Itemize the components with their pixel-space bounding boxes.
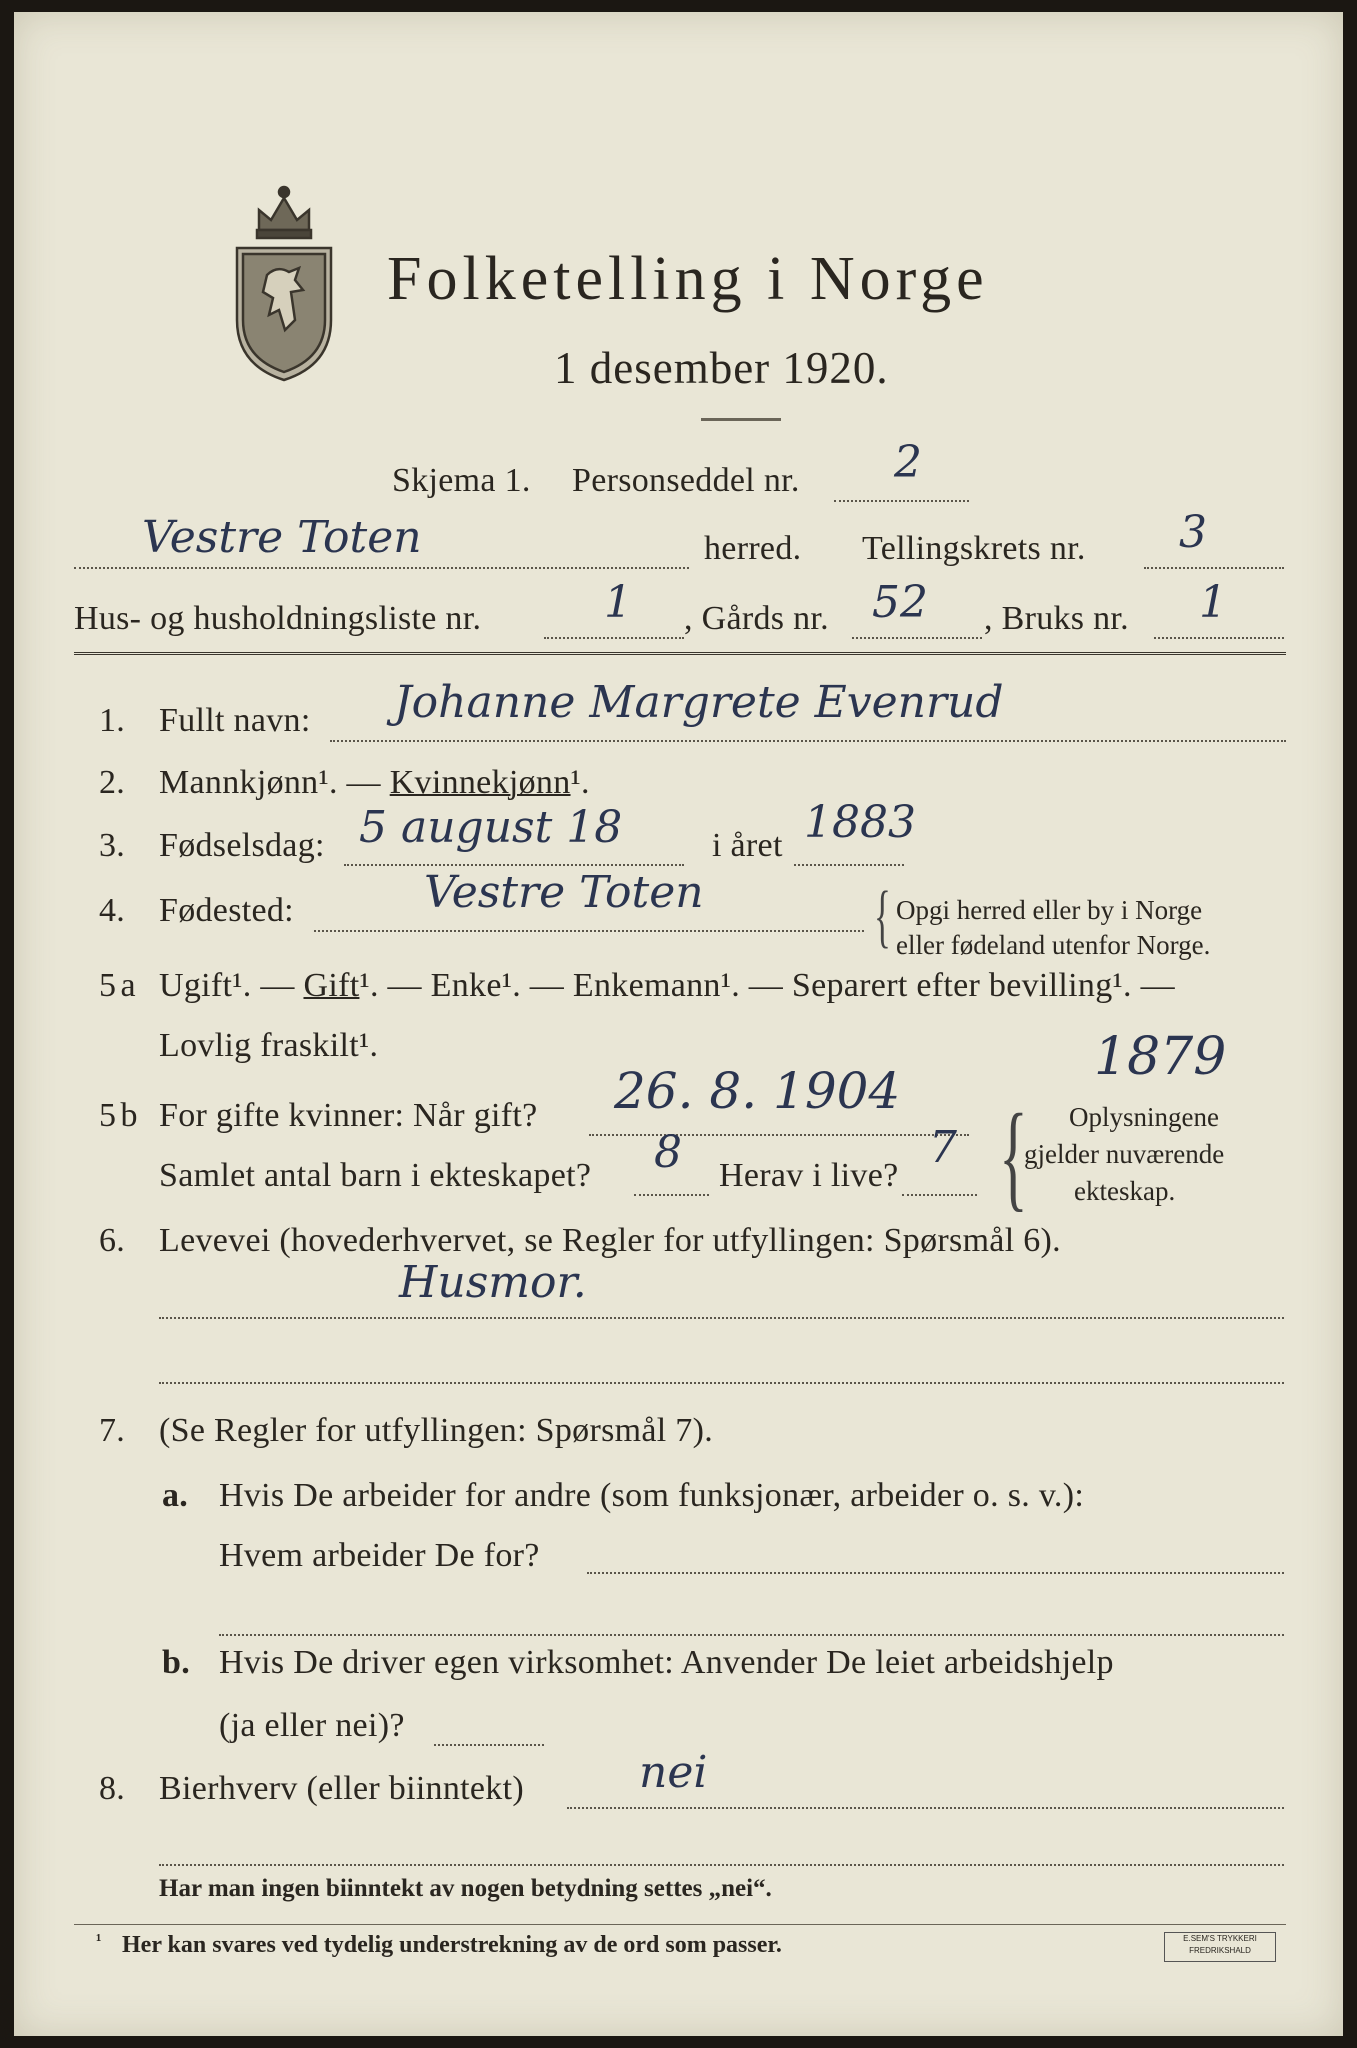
norwegian-coat-of-arms-icon: [229, 180, 339, 385]
skjema-label: Skjema 1.: [392, 462, 531, 499]
bruks-value[interactable]: 1: [1199, 577, 1227, 628]
form-title: Folketelling i Norge: [387, 245, 989, 313]
q3-year-value[interactable]: 1883: [804, 797, 916, 848]
q6-number: 6.: [99, 1222, 126, 1259]
personseddel-value[interactable]: 2: [894, 437, 922, 488]
q5b-brace: {: [999, 1089, 1028, 1222]
q5b-note-1: Oplysningene: [1069, 1102, 1219, 1132]
tellingskrets-line: [1144, 567, 1284, 569]
q1-label: Fullt navn:: [159, 702, 311, 739]
q5b-note-3: ekteskap.: [1074, 1176, 1176, 1206]
q5b-note-2: gjelder nuværende: [1024, 1139, 1225, 1169]
q5a-line2[interactable]: Lovlig fraskilt¹.: [159, 1027, 379, 1064]
printer-stamp: [1164, 1932, 1276, 1962]
q4-label: Fødested:: [159, 892, 294, 929]
husliste-line: [544, 637, 684, 639]
personseddel-label: Personseddel nr.: [572, 462, 800, 499]
q1-number: 1.: [99, 702, 126, 739]
q5b-children-value[interactable]: 8: [654, 1127, 682, 1178]
q4-number: 4.: [99, 892, 126, 929]
q5b-children-line: [634, 1194, 709, 1196]
q5b-line: [589, 1134, 969, 1136]
q7a-number: a.: [162, 1477, 189, 1514]
q6-line-2: [159, 1382, 1284, 1384]
q4-line: [314, 930, 864, 932]
q7a-line-2: [219, 1634, 1284, 1636]
q6-label: Levevei (hovederhvervet, se Regler for utfyllingen: Spørsmål 6).: [159, 1222, 1061, 1259]
q5b-alive-line: [902, 1194, 977, 1196]
q7a-label-1: Hvis De arbeider for andre (som funksjonær, arbeider o. s. v.):: [219, 1477, 1085, 1514]
header-rule: [74, 652, 1286, 655]
tellingskrets-label: Tellingskrets nr.: [862, 530, 1086, 567]
q8-line: [567, 1807, 1284, 1809]
q5a-option-rest[interactable]: ¹. — Enke¹. — Enkemann¹. — Separert efter bevilling¹. —: [359, 967, 1175, 1004]
q3-year-label: i året: [712, 827, 783, 864]
q5b-alive-value[interactable]: 7: [929, 1122, 957, 1173]
q3-year-line: [794, 864, 904, 866]
q7b-label-2: (ja eller nei)?: [219, 1707, 405, 1744]
bruks-line: [1154, 637, 1284, 639]
footnote-text: Her kan svares ved tydelig understrekning av de ord som passer.: [122, 1932, 782, 1958]
gards-line: [852, 637, 982, 639]
title-divider: [701, 418, 781, 421]
herred-value[interactable]: Vestre Toten: [142, 512, 422, 563]
q2-footnote-mark: ¹.: [570, 764, 590, 801]
q7b-number: b.: [162, 1644, 191, 1681]
q7a-line-1: [587, 1572, 1284, 1574]
q3-line: [344, 864, 684, 866]
personseddel-line: [834, 500, 969, 502]
husliste-value[interactable]: 1: [604, 577, 632, 628]
bleed-through: [534, 124, 542, 158]
gards-value[interactable]: 52: [872, 577, 928, 628]
footer-note: Har man ingen biinntekt av nogen betydning settes „nei“.: [159, 1875, 772, 1902]
footnote-mark: ¹: [96, 1930, 102, 1950]
q2-option-male[interactable]: Mannkjønn¹. —: [159, 764, 381, 801]
q5a-option-gift[interactable]: Gift: [303, 967, 360, 1004]
tellingskrets-value[interactable]: 3: [1179, 507, 1207, 558]
q1-line: [330, 740, 1286, 742]
q5b-children-label: Samlet antal barn i ekteskapet?: [159, 1157, 592, 1194]
census-form-page: [14, 12, 1343, 2036]
q4-note-2: eller fødeland utenfor Norge.: [896, 930, 1211, 960]
q4-brace: {: [874, 878, 891, 955]
q5a-options: [159, 967, 1175, 1005]
gards-label: , Gårds nr.: [684, 600, 829, 637]
q8-number: 8.: [99, 1770, 126, 1807]
q5b-value[interactable]: 26. 8. 1904: [614, 1062, 901, 1120]
q5b-alive-label: Herav i live?: [719, 1157, 899, 1194]
q7a-label-2: Hvem arbeider De for?: [219, 1537, 540, 1574]
q8-value[interactable]: nei: [639, 1747, 708, 1798]
q3-value[interactable]: 5 august 18: [359, 802, 623, 853]
bruks-label: , Bruks nr.: [984, 600, 1129, 637]
q3-label: Fødselsdag:: [159, 827, 325, 864]
q5a-option-ugift[interactable]: Ugift¹. —: [159, 967, 295, 1004]
q7b-line: [434, 1744, 544, 1746]
q2-option-female[interactable]: Kvinnekjønn: [389, 764, 571, 801]
q8-line-2: [159, 1864, 1284, 1866]
q4-value[interactable]: Vestre Toten: [424, 867, 704, 918]
q5b-label: For gifte kvinner: Når gift?: [159, 1097, 538, 1134]
q7-label: (Se Regler for utfyllingen: Spørsmål 7).: [159, 1412, 714, 1449]
form-date: 1 desember 1920.: [554, 343, 889, 393]
printer-stamp-text: E.SEM'S TRYKKERI FREDRIKSHALD: [1183, 1934, 1257, 1955]
q3-number: 3.: [99, 827, 126, 864]
footer-rule: [74, 1924, 1286, 1925]
husliste-label: Hus- og husholdningsliste nr.: [74, 600, 482, 637]
q2-options: [159, 764, 590, 802]
q5b-extra-note: 1879: [1094, 1027, 1227, 1087]
q1-value[interactable]: Johanne Margrete Evenrud: [394, 677, 1004, 728]
q5b-number: 5 b: [99, 1097, 136, 1134]
q2-number: 2.: [99, 764, 126, 801]
q7b-label-1: Hvis De driver egen virksomhet: Anvender De leiet arbeidshjelp: [219, 1644, 1114, 1681]
q5a-number: 5 a: [99, 967, 134, 1004]
q6-line-1: [159, 1317, 1284, 1319]
herred-label: herred.: [704, 530, 802, 567]
q8-label: Bierhverv (eller biinntekt): [159, 1770, 524, 1807]
q6-value[interactable]: Husmor.: [399, 1257, 587, 1308]
q4-note-1: Opgi herred eller by i Norge: [896, 895, 1203, 925]
q7-number: 7.: [99, 1412, 126, 1449]
herred-line: [74, 567, 689, 569]
